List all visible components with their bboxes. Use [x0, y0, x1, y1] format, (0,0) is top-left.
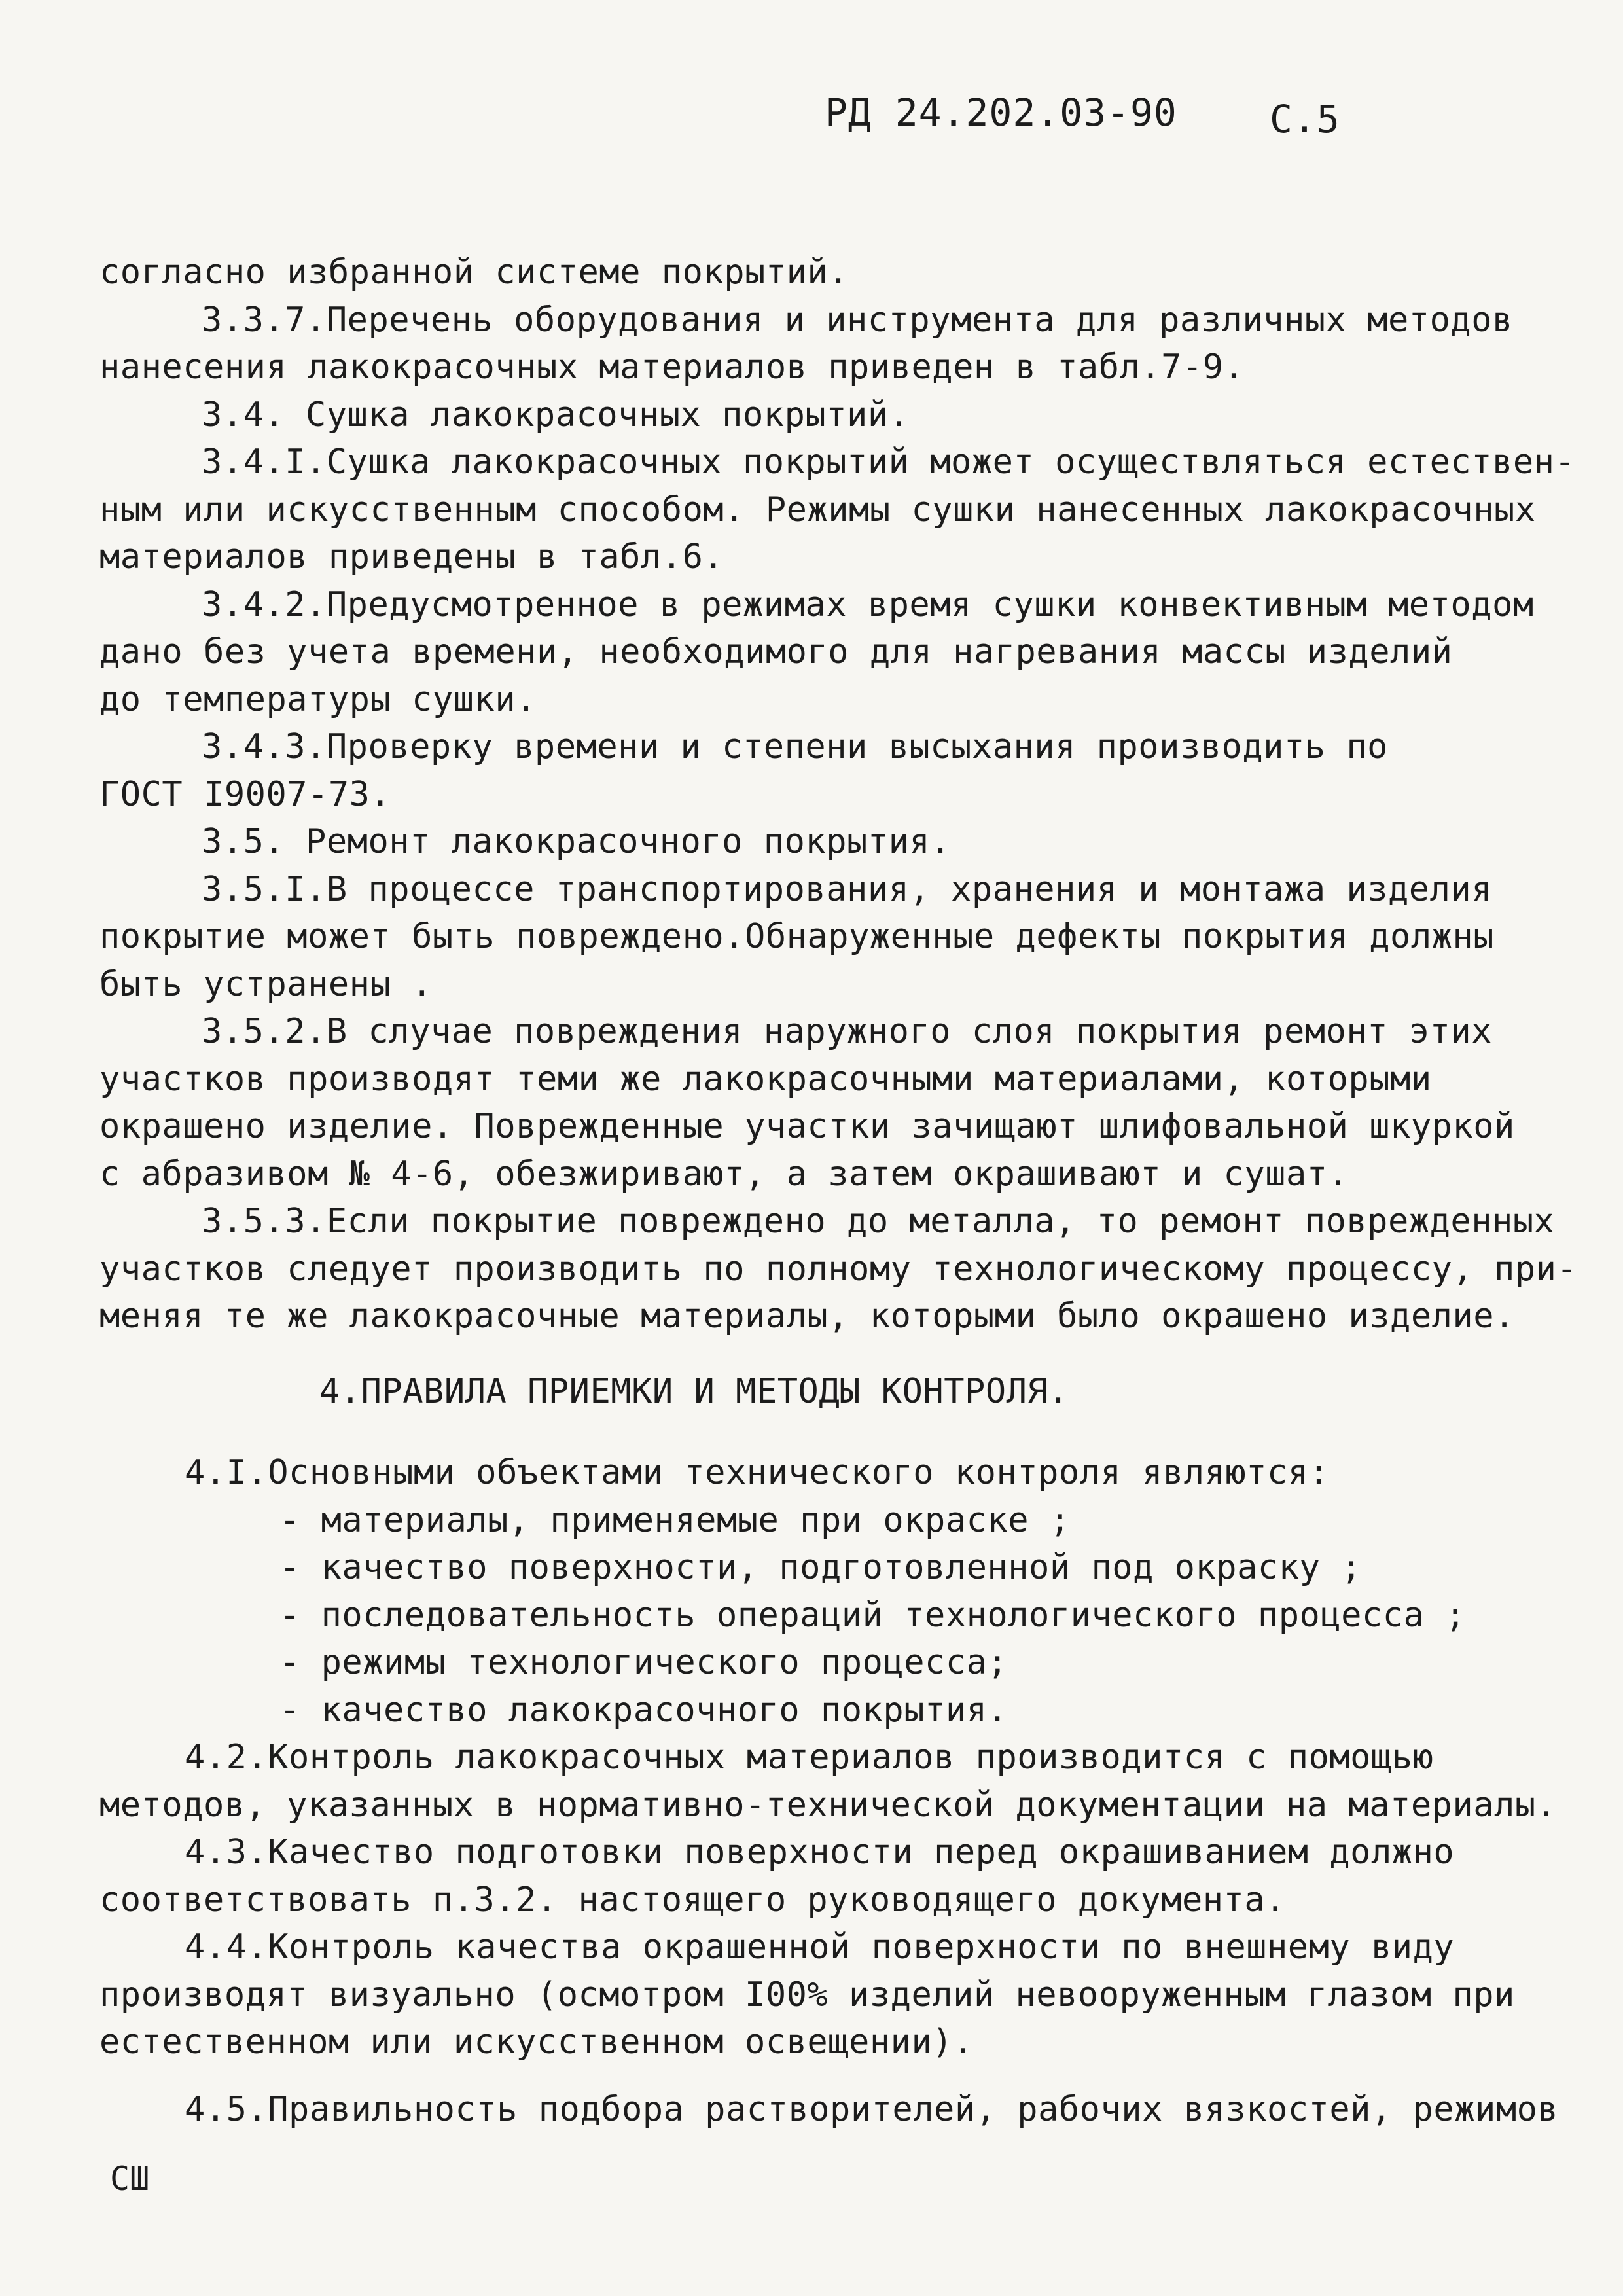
paragraph-3-5-1: 3.5.I.В процессе транспортирования, хранения и монтажа изделия: [202, 869, 1493, 909]
text-line: окрашено изделие. Поврежденные участки зачищают шлифовальной шкуркой: [99, 1107, 1515, 1146]
document-body: [99, 249, 1578, 2133]
text-line: производят визуально (осмотром I00% изделий невооруженным глазом при: [99, 1975, 1515, 2015]
paragraph-4-5: 4.5.Правильность подбора растворителей, рабочих вязкостей, режимов: [185, 2089, 1559, 2129]
page-header: [825, 90, 1340, 141]
text-line: ГОСТ I9007-73.: [99, 774, 391, 814]
text-line: нанесения лакокрасочных материалов приведен в табл.7-9.: [99, 348, 1245, 387]
text-line: покрытие может быть повреждено.Обнаруженные дефекты покрытия должны: [99, 917, 1495, 956]
text-line: участков следует производить по полному технологическому процессу, при-: [99, 1249, 1578, 1289]
section-heading-3-4: 3.4. Сушка лакокрасочных покрытий.: [202, 395, 910, 435]
list-item: - качество поверхности, подготовленной под окраску ;: [279, 1548, 1362, 1587]
paragraph-3-5-2: 3.5.2.В случае повреждения наружного слоя покрытия ремонт этих: [202, 1012, 1493, 1051]
text-line: естественном или искусственном освещении).: [99, 2022, 974, 2062]
section-heading-3-5: 3.5. Ремонт лакокрасочного покрытия.: [202, 822, 952, 861]
paragraph-4-2: 4.2.Контроль лакокрасочных материалов производится с помощью: [185, 1738, 1434, 1777]
list-item: - последовательность операций технологического процесса ;: [279, 1595, 1466, 1635]
text-line: согласно избранной системе покрытий.: [99, 253, 849, 292]
text-line: с абразивом № 4-6, обезжиривают, а затем окрашивают и сушат.: [99, 1154, 1349, 1194]
text-line: соответствовать п.3.2. настоящего руководящего документа.: [99, 1880, 1286, 1920]
text-line: до температуры сушки.: [99, 679, 537, 719]
paragraph-3-3-7: 3.3.7.Перечень оборудования и инструмента для различных методов: [202, 300, 1513, 340]
text-line: материалов приведены в табл.6.: [99, 537, 724, 577]
text-line: методов, указанных в нормативно-технической документации на материалы.: [99, 1785, 1557, 1825]
page-number: С.5: [1270, 97, 1340, 141]
text-line: ным или искусственным способом. Режимы сушки нанесенных лакокрасочных: [99, 490, 1536, 529]
text-line: участков производят теми же лакокрасочными материалами, которыми: [99, 1059, 1432, 1099]
footer-mark: СШ: [110, 2160, 150, 2198]
paragraph-4-4: 4.4.Контроль качества окрашенной поверхности по внешнему виду: [185, 1928, 1455, 1967]
list-item: - материалы, применяемые при окраске ;: [279, 1500, 1071, 1540]
paragraph-3-5-3: 3.5.3.Если покрытие повреждено до металла, то ремонт поврежденных: [202, 1202, 1555, 1241]
section-heading-4: 4.ПРАВИЛА ПРИЕМКИ И МЕТОДЫ КОНТРОЛЯ.: [319, 1371, 1069, 1411]
paragraph-3-4-1: 3.4.I.Сушка лакокрасочных покрытий может осуществляться естествен-: [202, 442, 1576, 482]
text-line: быть устранены .: [99, 964, 433, 1004]
paragraph-3-4-2: 3.4.2.Предусмотренное в режимах время сушки конвективным методом: [202, 584, 1534, 624]
paragraph-4-1: 4.I.Основными объектами технического контроля являются:: [185, 1453, 1330, 1492]
paragraph-4-3: 4.3.Качество подготовки поверхности перед окрашиванием должно: [185, 1833, 1455, 1872]
text-line: дано без учета времени, необходимого для нагревания массы изделий: [99, 632, 1453, 672]
document-code: РД 24.202.03-90: [825, 90, 1177, 135]
paragraph-3-4-3: 3.4.3.Проверку времени и степени высыхания производить по: [202, 727, 1388, 766]
text-line: меняя те же лакокрасочные материалы, которыми было окрашено изделие.: [99, 1297, 1515, 1336]
list-item: - качество лакокрасочного покрытия.: [279, 1690, 1008, 1730]
list-item: - режимы технологического процесса;: [279, 1643, 1008, 1682]
